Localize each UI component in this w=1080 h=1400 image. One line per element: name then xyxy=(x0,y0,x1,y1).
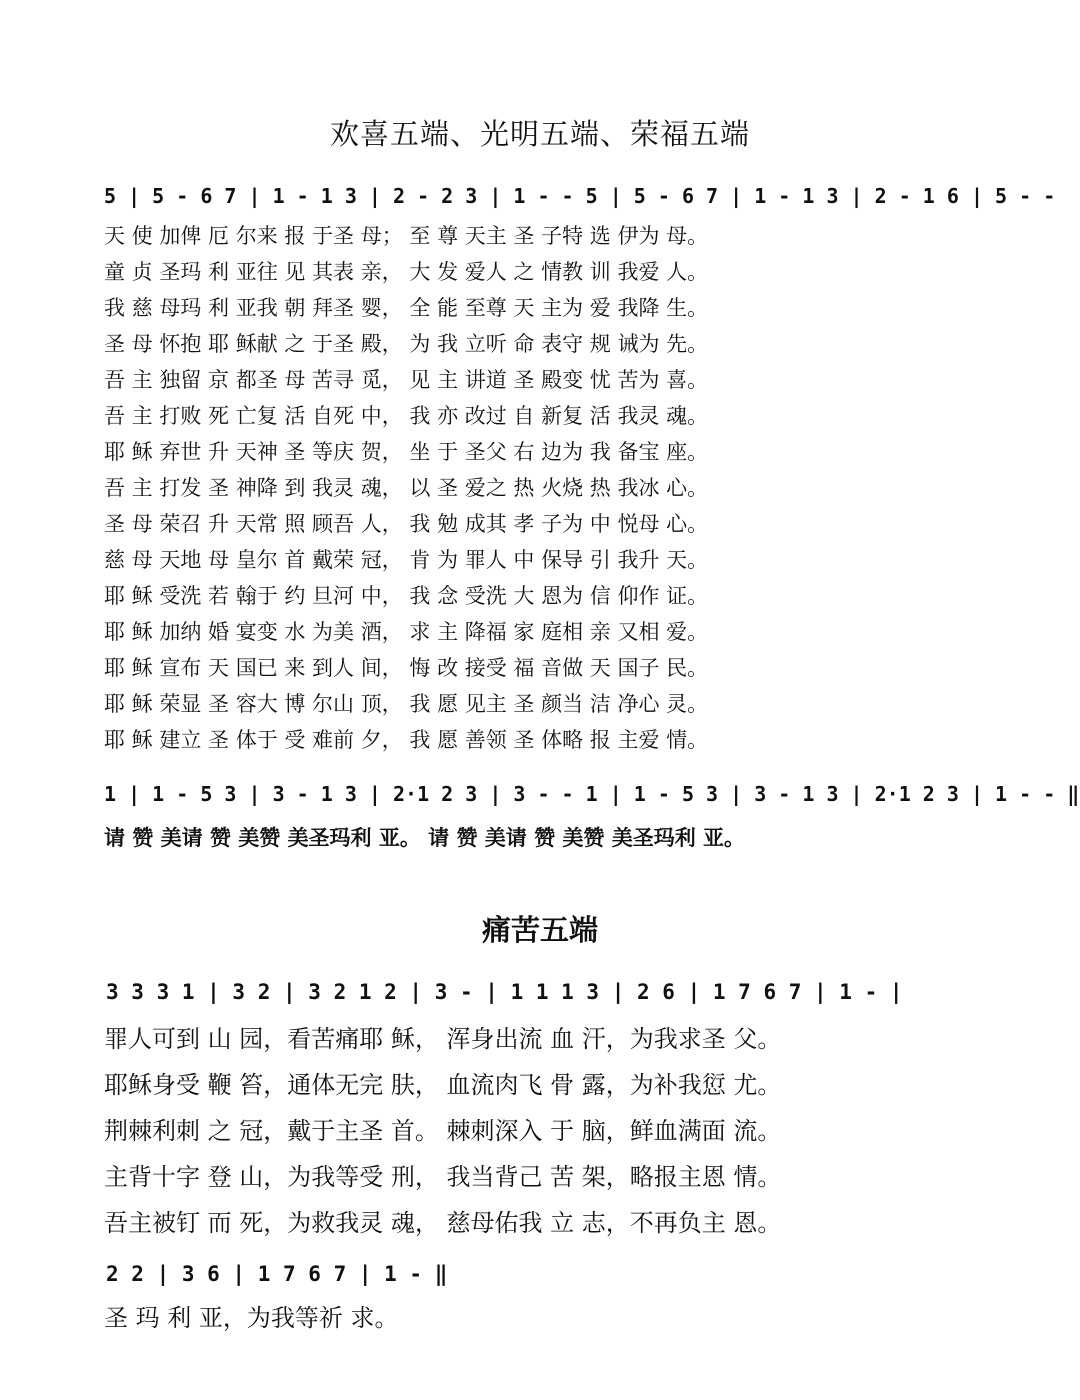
sorrowful-mysteries-title: 痛苦五端 xyxy=(481,913,598,947)
joyful-lyrics xyxy=(104,218,708,758)
lyric-line: 耶 稣 加纳 婚 宴变 水 为美 酒， 求 主 降福 家 庭相 亲 又相 爱。 xyxy=(104,620,709,644)
lyric-line: 吾 主 打发 圣 神降 到 我灵 魂， 以 圣 爱之 热 火烧 热 我冰 心。 xyxy=(104,476,709,500)
sorrowful-lyrics xyxy=(104,1016,781,1246)
joyful-refrain-lyrics: 请 赞 美请 赞 美赞 美圣玛利 亚。 请 赞 美请 赞 美赞 美圣玛利 亚。 xyxy=(104,826,746,850)
lyric-line: 吾主被钉 而 死，为救我灵 魂， 慈母佑我 立 志，不再负主 恩。 xyxy=(104,1209,782,1237)
lyric-line: 吾 主 打败 死 亡复 活 自死 中， 我 亦 改过 自 新复 活 我灵 魂。 xyxy=(104,404,709,428)
lyric-line: 耶 稣 建立 圣 体于 受 难前 夕， 我 愿 善领 圣 体略 报 主爱 情。 xyxy=(104,728,709,752)
joyful-refrain-notation: 1 | 1 - 5 3 | 3 - 1 3 | 2·1 2 3 | 3 - - 1 | 1 - 5 3 | 3 - 1 3 | 2·1 2 3 | 1 - - ‖ xyxy=(104,782,1080,806)
joyful-mysteries-title: 欢喜五端、光明五端、荣福五端 xyxy=(329,117,750,151)
lyric-line: 我 慈 母玛 利 亚我 朝 拜圣 婴， 全 能 至尊 天 主为 爱 我降 生。 xyxy=(104,296,709,320)
sorrowful-verse-notation: 3 3 3 1 | 3 2 | 3 2 1 2 | 3 - | 1 1 1 3 | 2 6 | 1 7 6 7 | 1 - | xyxy=(106,980,903,1004)
lyric-line: 罪人可到 山 园，看苦痛耶 稣， 浑身出流 血 汗，为我求圣 父。 xyxy=(104,1025,782,1053)
lyric-line: 圣 母 怀抱 耶 稣献 之 于圣 殿， 为 我 立听 命 表守 规 诫为 先。 xyxy=(104,332,709,356)
sorrowful-ending-lyrics: 圣 玛 利 亚，为我等祈 求。 xyxy=(104,1304,399,1332)
sorrowful-ending-notation: 2 2 | 3 6 | 1 7 6 7 | 1 - ‖ xyxy=(106,1262,448,1286)
lyric-line: 耶 稣 弃世 升 天神 圣 等庆 贺， 坐 于 圣父 右 边为 我 备宝 座。 xyxy=(104,440,709,464)
lyric-line: 耶 稣 荣显 圣 容大 博 尔山 顶， 我 愿 见主 圣 颜当 洁 净心 灵。 xyxy=(104,692,709,716)
joyful-verse-notation: 5 | 5 - 6 7 | 1 - 1 3 | 2 - 2 3 | 1 - - 5 | 5 - 6 7 | 1 - 1 3 | 2 - 1 6 | 5 - - xyxy=(104,184,1056,208)
lyric-line: 荆棘利刺 之 冠，戴于主圣 首。 棘刺深入 于 脑，鲜血满面 流。 xyxy=(104,1117,782,1145)
lyric-line: 童 贞 圣玛 利 亚往 见 其表 亲， 大 发 爱人 之 情教 训 我爱 人。 xyxy=(104,260,709,284)
lyric-line: 主背十字 登 山，为我等受 刑， 我当背己 苦 架，略报主恩 情。 xyxy=(104,1163,782,1191)
lyric-line: 慈 母 天地 母 皇尔 首 戴荣 冠， 肯 为 罪人 中 保导 引 我升 天。 xyxy=(104,548,709,572)
lyric-line: 圣 母 荣召 升 天常 照 顾吾 人， 我 勉 成其 孝 子为 中 悦母 心。 xyxy=(104,512,709,536)
lyric-line: 耶稣身受 鞭 笞，通体无完 肤， 血流肉飞 骨 露，为补我愆 尤。 xyxy=(104,1071,782,1099)
lyric-line: 耶 稣 受洗 若 翰于 约 旦河 中， 我 念 受洗 大 恩为 信 仰作 证。 xyxy=(104,584,709,608)
lyric-line: 吾 主 独留 京 都圣 母 苦寻 觅， 见 主 讲道 圣 殿变 忧 苦为 喜。 xyxy=(104,368,709,392)
lyric-line: 天 使 加俾 厄 尔来 报 于圣 母； 至 尊 天主 圣 子特 选 伊为 母。 xyxy=(104,224,709,248)
lyric-line: 耶 稣 宣布 天 国已 来 到人 间， 悔 改 接受 福 音做 天 国子 民。 xyxy=(104,656,709,680)
